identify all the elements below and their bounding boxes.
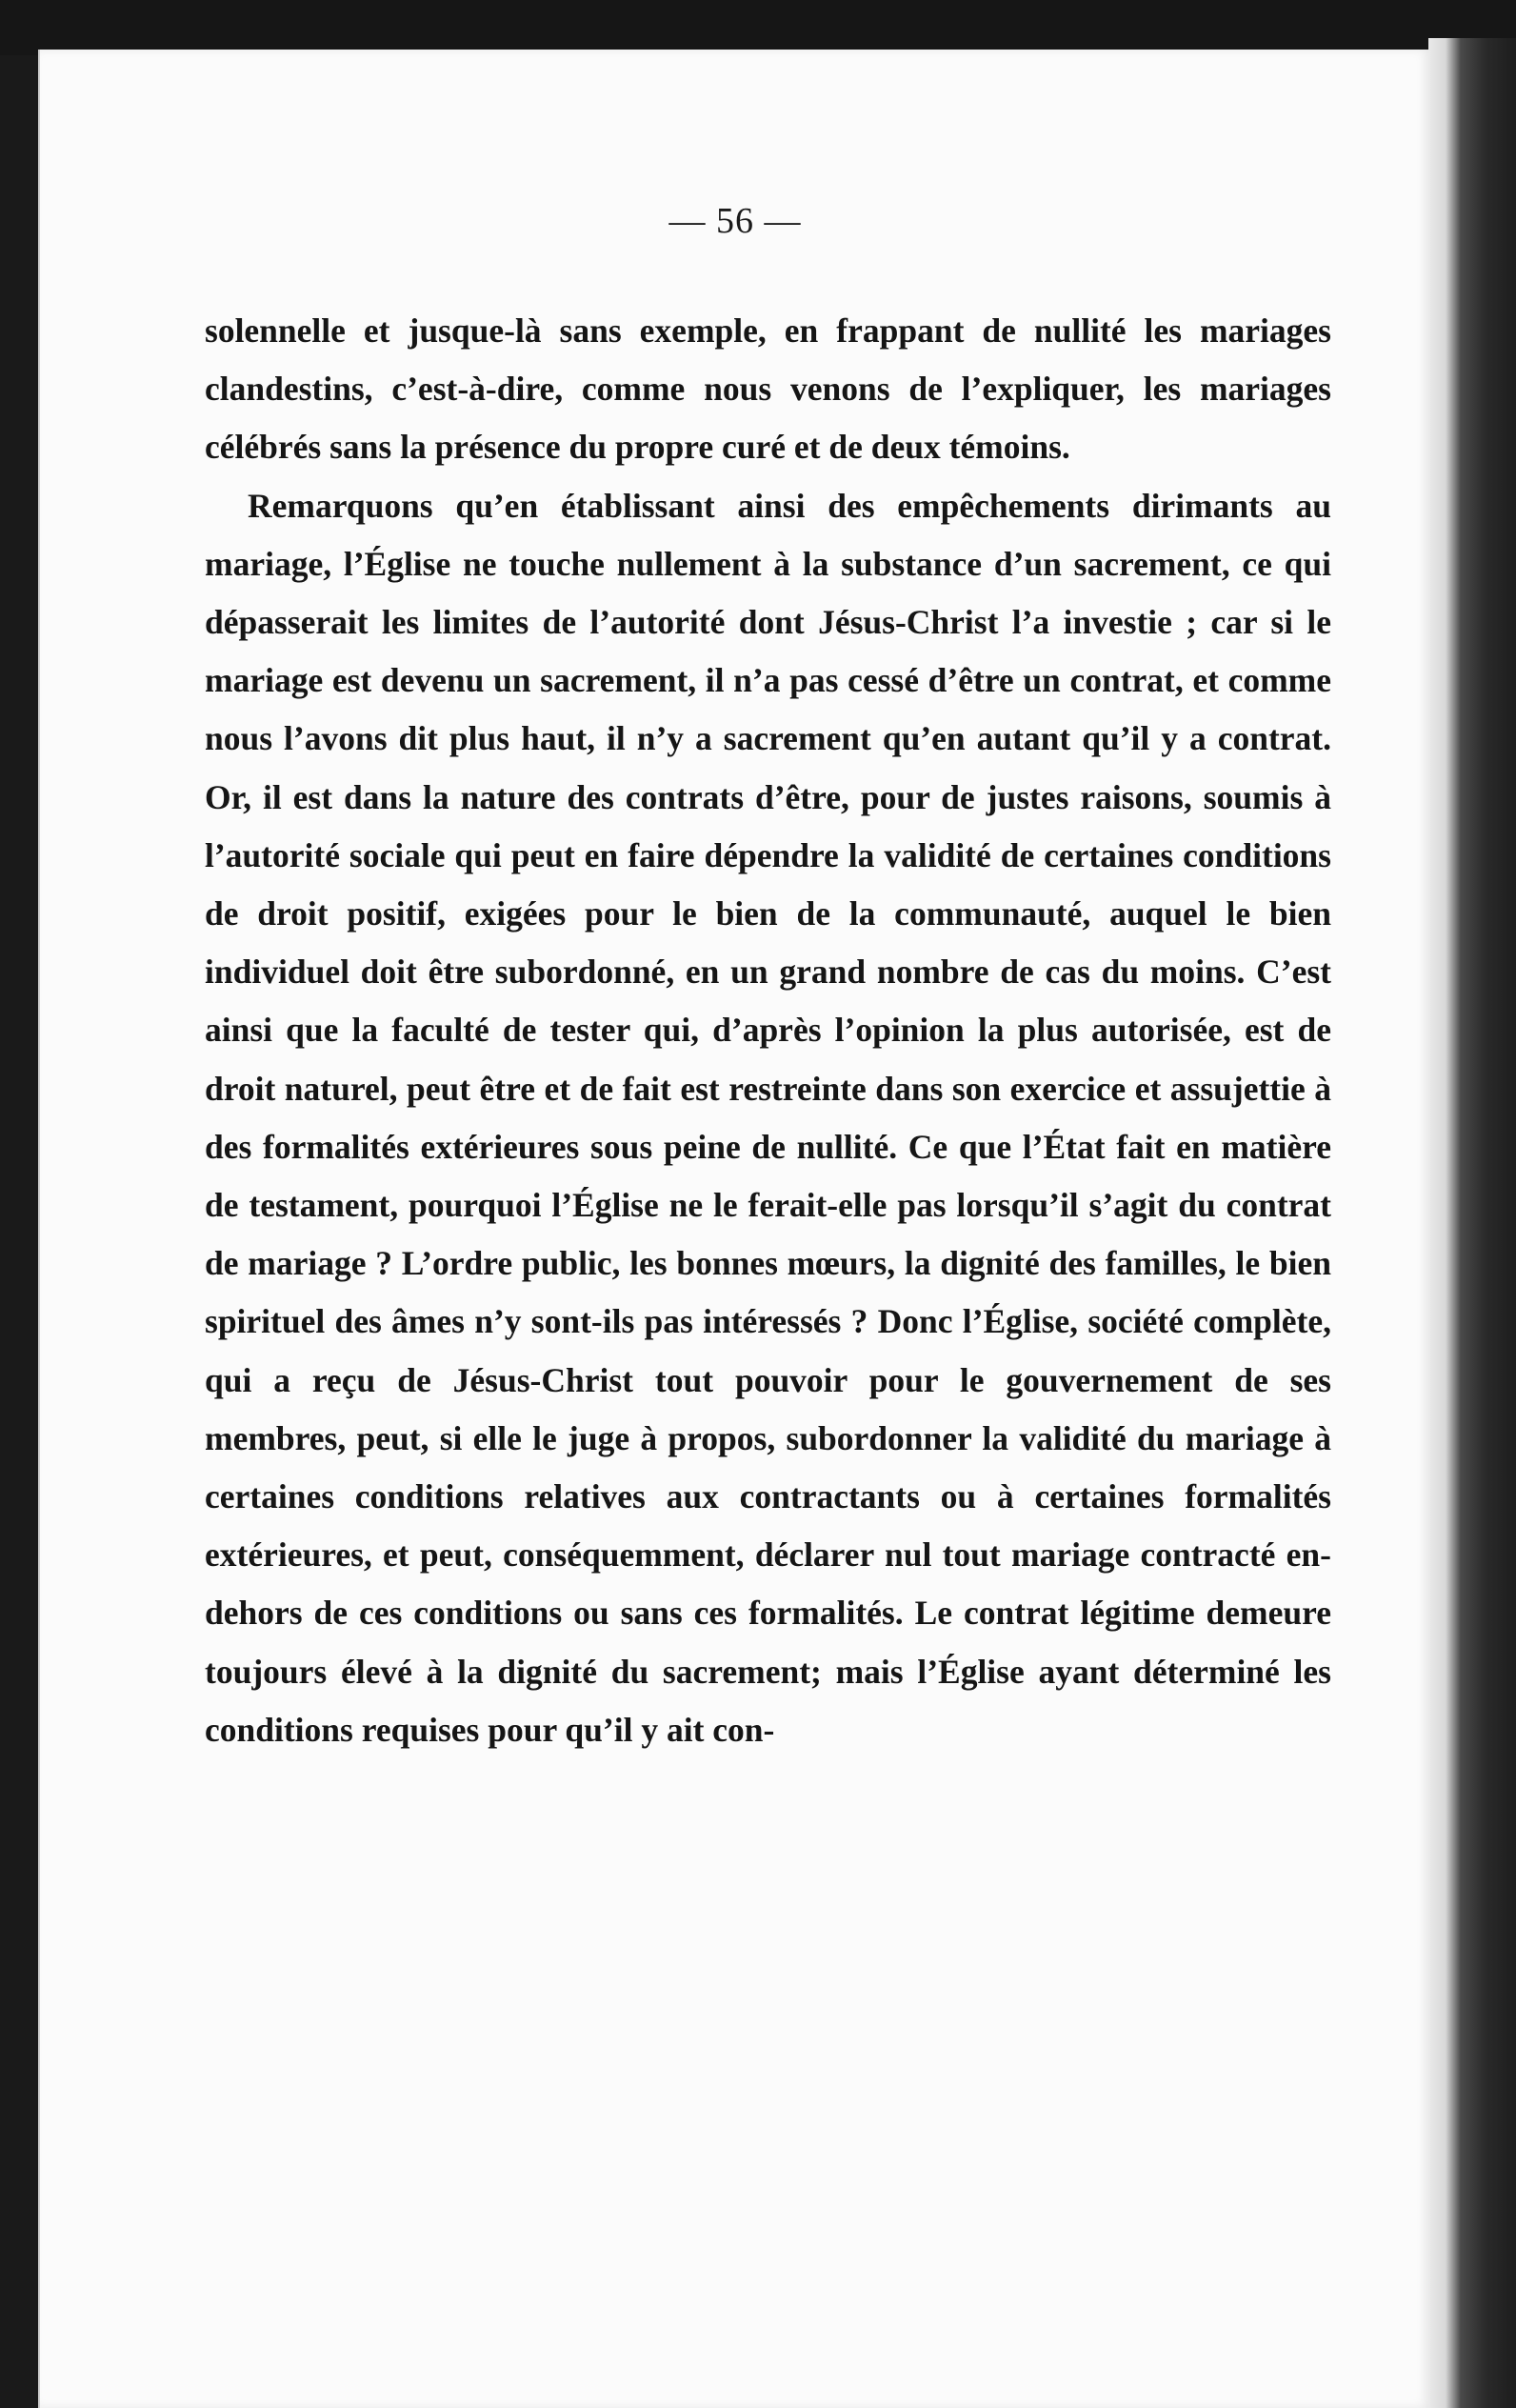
book-edge (1428, 38, 1516, 2408)
page-body (205, 302, 1331, 1759)
page-number: — 56 — (668, 201, 802, 241)
scan-border-top (0, 0, 1516, 55)
paragraph: Remarquons qu’en établissant ainsi des empêchements dirimants au mariage, l’Église ne touche nullement à la substance d’un sacrement, ce qui dépasserait les limites de l’autorité dont Jésus-Christ l’a investie ; car si le mariage est devenu un sacrement, il n’a pas cessé d’être un contrat, et comme nous l’avons dit plus haut, il n’y a sacrement qu’en autant qu’il y a contrat. Or, il est dans la nature des contrats d’être, pour de justes raisons, soumis à l’autorité sociale qui peut en faire dépendre la validité de certaines conditions de droit positif, exigées pour le bien de la communauté, auquel le bien individuel doit être subordonné, en un grand nombre de cas du moins. C’est ainsi que la faculté de tester qui, d’après l’opinion la plus autorisée, est de droit naturel, peut être et de fait est restreinte dans son exercice et assujettie à des formalités extérieures sous peine de nullité. Ce que l’État fait en matière de testament, pourquoi l’Église ne le ferait-elle pas lorsqu’il s’agit du contrat de mariage ? L’ordre public, les bonnes mœurs, la dignité des familles, le bien spirituel des âmes n’y sont-ils pas intéressés ? Donc l’Église, société complète, qui a reçu de Jésus-Christ tout pouvoir pour le gouvernement de ses membres, peut, si elle le juge à propos, subordonner la validité du mariage à certaines conditions relatives aux contractants ou à certaines formalités extérieures, et peut, conséquemment, déclarer nul tout mariage contracté en-dehors de ces conditions ou sans ces formalités. Le contrat légitime demeure toujours élevé à la dignité du sacrement; mais l’Église ayant déterminé les conditions requises pour qu’il y ait con- (205, 486, 1331, 1749)
book-page (38, 50, 1430, 2408)
paragraph-continued: solennelle et jusque-là sans exemple, en frappant de nullité les mariages clandestins, c’est-à-dire, comme nous venons de l’expliquer, les mariages célébrés sans la présence du propre curé et de deux témoins. (205, 311, 1331, 467)
